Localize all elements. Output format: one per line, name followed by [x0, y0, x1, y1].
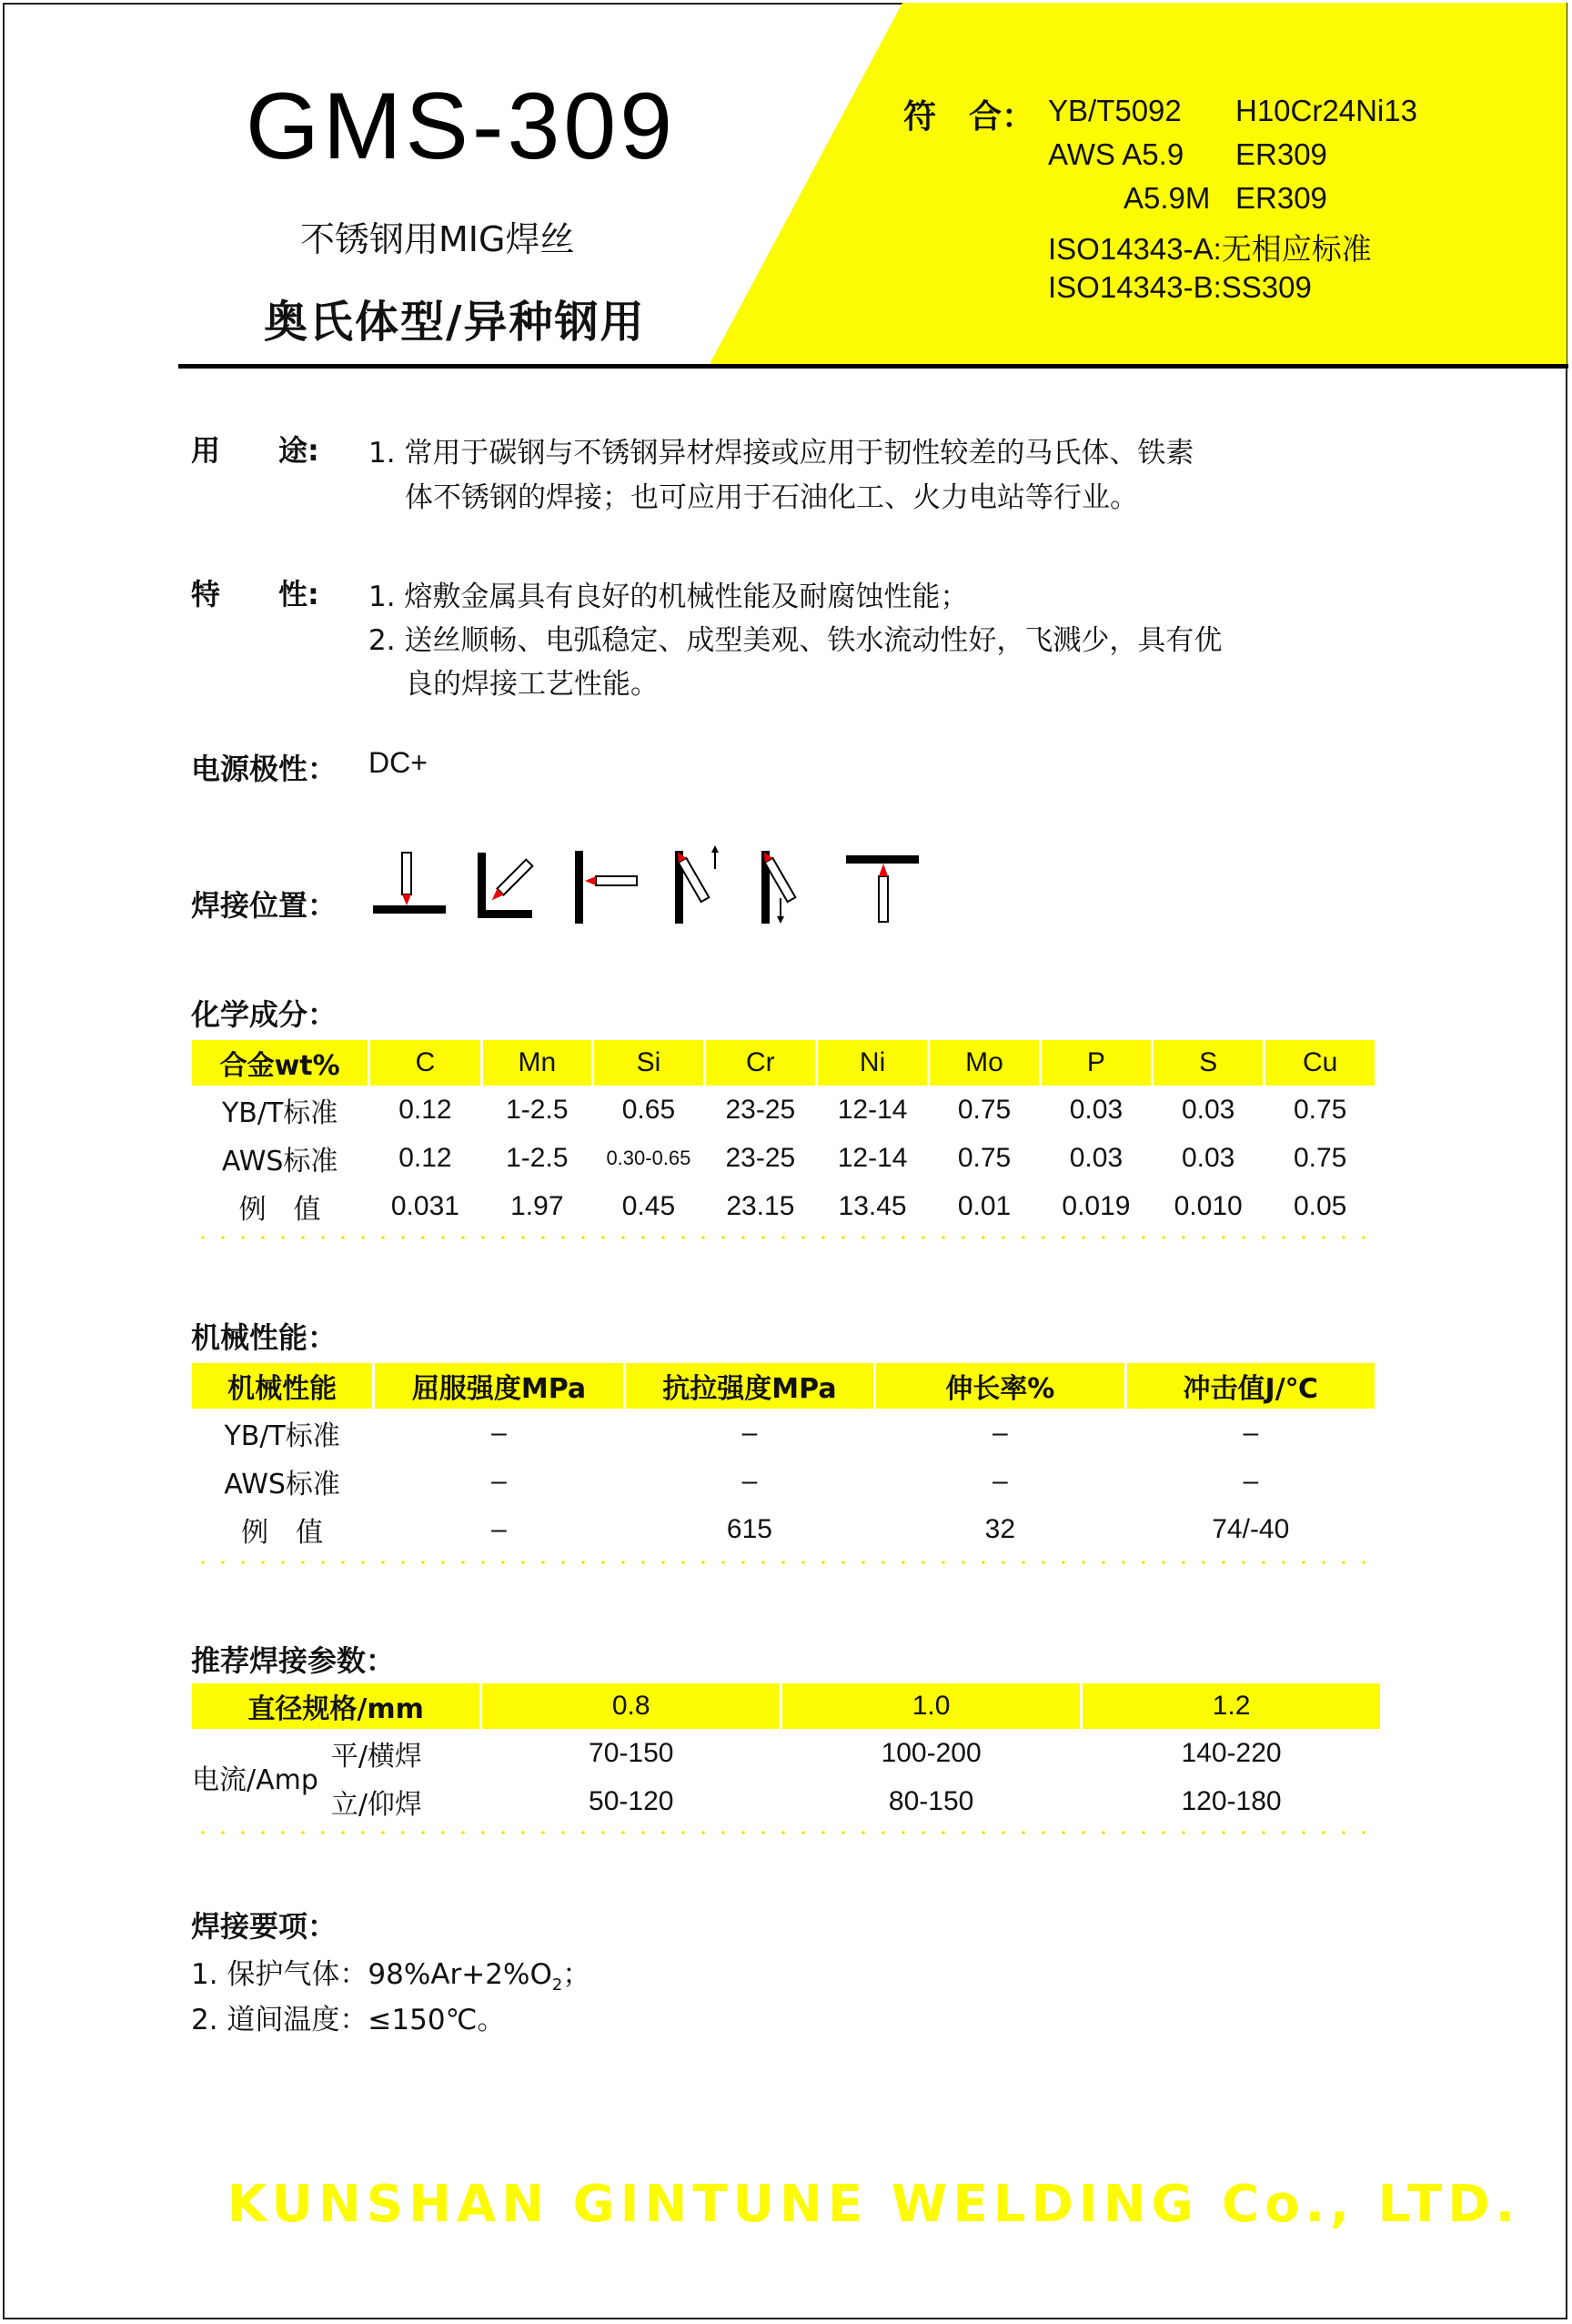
table-cell: 0.03 — [1069, 1142, 1124, 1173]
features-label: 特 性: — [191, 577, 319, 611]
table-cell: 50-120 — [589, 1785, 674, 1816]
table-header-row — [192, 1683, 1380, 1729]
row-label: 例 值 — [238, 1193, 321, 1226]
dotted-divider — [193, 1561, 1376, 1564]
row-label: YB/T标准 — [221, 1096, 338, 1129]
product-subtitle: 不锈钢用MIG焊丝 — [300, 219, 575, 259]
header-rule — [178, 364, 1568, 369]
table-cell: – — [993, 1465, 1008, 1496]
row-label: 例 值 — [241, 1516, 324, 1549]
table-cell: 0.65 — [621, 1094, 676, 1125]
table-cell: – — [491, 1513, 507, 1544]
conformity-grade: H10Cr24Ni13 — [1235, 94, 1417, 127]
table-header-row — [192, 1363, 1375, 1409]
table-header: Cr — [706, 1040, 815, 1086]
table-cell: 0.03 — [1181, 1142, 1235, 1173]
table-cell: – — [993, 1417, 1008, 1448]
table-header: 1.0 — [782, 1683, 1080, 1729]
header-band — [0, 0, 1572, 369]
table-cell: 23-25 — [725, 1094, 796, 1125]
table-cell: 0.30-0.65 — [606, 1146, 691, 1169]
table-cell: 1.97 — [510, 1190, 564, 1221]
dotted-divider — [193, 1236, 1376, 1239]
row-label: 电流/Amp — [192, 1764, 318, 1796]
table-cell: 120-180 — [1181, 1785, 1282, 1816]
vertical-up-icon — [674, 845, 719, 924]
table-cell: 80-150 — [888, 1785, 974, 1816]
table-cell: – — [491, 1465, 507, 1496]
table-cell: 0.05 — [1293, 1190, 1347, 1221]
table-row — [192, 1134, 1375, 1182]
table-cell: 1-2.5 — [506, 1094, 569, 1125]
row-label: AWS标准 — [224, 1468, 340, 1500]
feature-line: 1. 熔敷金属具有良好的机械性能及耐腐蚀性能； — [368, 581, 969, 613]
table-cell: 140-220 — [1181, 1737, 1282, 1768]
notes-label: 焊接要项： — [191, 1909, 338, 1944]
table-row — [192, 1409, 1375, 1457]
table-header: Mn — [483, 1040, 592, 1086]
table-row — [192, 1777, 1380, 1825]
table-cell: 12-14 — [837, 1142, 908, 1173]
table-cell: 74/-40 — [1212, 1513, 1290, 1544]
table-cell: 0.03 — [1181, 1094, 1235, 1125]
table-cell: – — [1243, 1417, 1259, 1448]
params-table — [189, 1683, 1383, 1825]
position-label: 平/横焊 — [330, 1740, 422, 1773]
table-header: 1.2 — [1083, 1683, 1380, 1729]
table-row — [192, 1086, 1375, 1134]
table-header: 伸长率% — [876, 1363, 1124, 1409]
table-header: Ni — [818, 1040, 927, 1086]
table-header: Si — [594, 1040, 703, 1086]
conformity-grade: ER309 — [1235, 137, 1327, 171]
positions-label: 焊接位置： — [191, 888, 338, 923]
params-label: 推荐焊接参数： — [191, 1643, 396, 1678]
table-header: 直径规格/mm — [192, 1683, 479, 1729]
table-cell: 23.15 — [726, 1190, 795, 1221]
polarity-label: 电源极性： — [191, 752, 338, 786]
conformity-iso-b: ISO14343-B:SS309 — [1048, 270, 1312, 304]
conformity-label: 符 合： — [903, 98, 1035, 136]
table-cell: – — [741, 1417, 758, 1448]
table-cell: 0.45 — [621, 1190, 676, 1221]
polarity-value: DC+ — [368, 746, 428, 779]
overhead-position-icon — [846, 855, 919, 922]
table-cell: 70-150 — [589, 1737, 674, 1768]
table-cell: 0.12 — [398, 1094, 452, 1125]
note-gas-text: 1. 保护气体：98%Ar+2%O — [191, 1958, 552, 1991]
table-cell: 0.75 — [957, 1142, 1012, 1173]
usage-label: 用 途: — [191, 433, 319, 468]
table-header: 0.8 — [482, 1683, 780, 1729]
row-label: YB/T标准 — [224, 1420, 340, 1452]
table-cell: 0.75 — [957, 1094, 1012, 1125]
table-cell: 32 — [984, 1513, 1016, 1544]
table-cell: – — [1243, 1465, 1259, 1496]
table-cell: 0.03 — [1069, 1094, 1124, 1125]
row-label: AWS标准 — [221, 1145, 338, 1177]
table-header: S — [1154, 1040, 1263, 1086]
table-header: Mo — [930, 1040, 1039, 1086]
company-name: KUNSHAN GINTUNE WELDING Co., LTD. — [227, 2175, 1520, 2234]
usage-line: 体不锈钢的焊接；也可应用于石油化工、火力电站等行业。 — [405, 481, 1138, 514]
feature-line: 2. 送丝顺畅、电弧稳定、成型美观、铁水流动性好，飞溅少，具有优 — [368, 624, 1223, 657]
table-row — [192, 1457, 1375, 1505]
table-row — [192, 1182, 1375, 1230]
table-header: 冲击值J/℃ — [1127, 1363, 1375, 1409]
table-row — [192, 1729, 1380, 1777]
mechanical-table — [189, 1363, 1377, 1553]
table-cell: 615 — [726, 1513, 772, 1544]
table-header: 抗拉强度MPa — [626, 1363, 873, 1409]
product-category: 奥氏体型/异种钢用 — [264, 297, 646, 348]
vertical-down-icon — [761, 850, 796, 924]
table-header-row — [192, 1040, 1375, 1086]
table-cell: 0.031 — [390, 1190, 459, 1221]
note-gas-suffix: ； — [562, 1958, 591, 1991]
dotted-divider — [193, 1831, 1376, 1834]
usage-line: 1. 常用于碳钢与不锈钢异材焊接或应用于韧性较差的马氏体、铁素 — [368, 437, 1194, 470]
table-cell: 13.45 — [838, 1190, 907, 1221]
flat-position-icon — [373, 853, 446, 914]
table-cell: 0.75 — [1293, 1094, 1347, 1125]
table-cell: 0.12 — [398, 1142, 452, 1173]
table-cell: 23-25 — [725, 1142, 796, 1173]
table-header: Cu — [1265, 1040, 1375, 1086]
conformity-std: AWS A5.9 — [1048, 137, 1184, 171]
table-cell: 0.010 — [1174, 1190, 1243, 1221]
table-cell: 0.01 — [957, 1190, 1012, 1221]
note-gas-subscript: 2 — [551, 1975, 563, 1996]
table-header: P — [1042, 1040, 1151, 1086]
chemistry-table — [189, 1040, 1377, 1230]
conformity-iso-a: ISO14343-A:无相应标准 — [1048, 232, 1372, 266]
feature-line: 良的焊接工艺性能。 — [405, 668, 659, 701]
mechanical-label: 机械性能： — [191, 1320, 338, 1355]
table-row — [192, 1505, 1375, 1553]
note-temp: 2. 道间温度：≤150℃。 — [191, 2004, 506, 2036]
note-gas — [191, 1951, 590, 1995]
table-cell: 100-200 — [881, 1737, 982, 1768]
table-cell: 1-2.5 — [506, 1142, 569, 1173]
table-header: 屈服强度MPa — [375, 1363, 622, 1409]
horizontal-fillet-icon — [478, 853, 532, 918]
table-cell: – — [741, 1465, 758, 1496]
table-cell: 0.019 — [1062, 1190, 1131, 1221]
table-header: C — [370, 1040, 479, 1086]
horizontal-position-icon — [575, 851, 637, 924]
table-cell: 12-14 — [837, 1094, 908, 1125]
table-cell: – — [491, 1417, 507, 1448]
welding-positions-diagram — [364, 842, 946, 933]
conformity-std: YB/T5092 — [1048, 94, 1182, 127]
table-header: 机械性能 — [192, 1363, 372, 1409]
conformity-grade: ER309 — [1235, 181, 1327, 215]
product-title: GMS-309 — [246, 74, 677, 179]
table-cell: 0.75 — [1293, 1142, 1347, 1173]
position-label: 立/仰焊 — [330, 1788, 422, 1821]
conformity-std: A5.9M — [1124, 181, 1211, 215]
chemistry-label: 化学成分： — [191, 997, 338, 1032]
table-header: 合金wt% — [192, 1040, 368, 1086]
